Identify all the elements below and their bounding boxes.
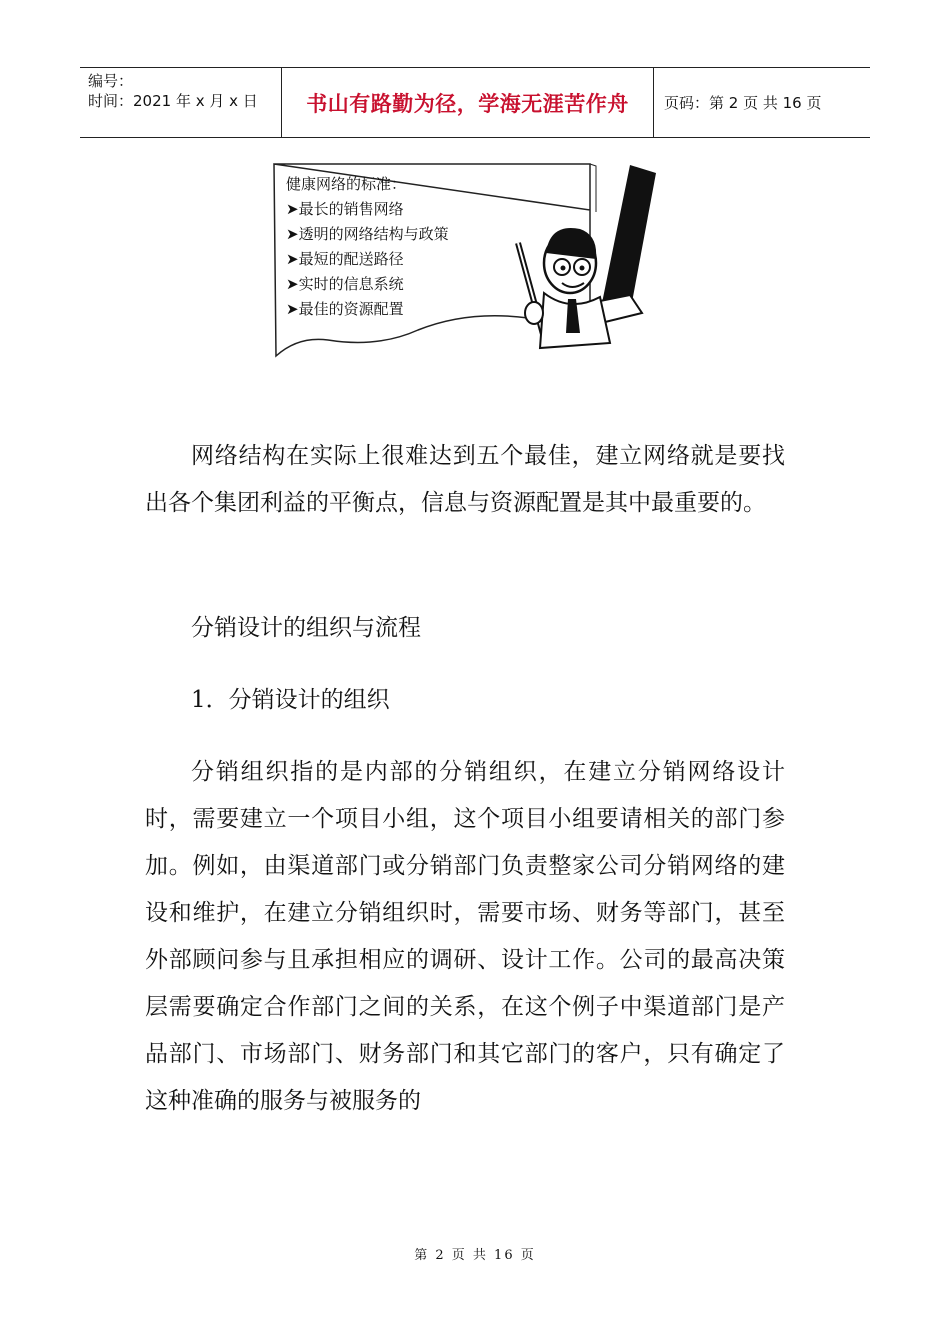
criteria-heading: 健康网络的标准： [286,175,407,193]
paragraph-network-balance: 网络结构在实际上很难达到五个最佳，建立网络就是要找出各个集团利益的平衡点，信息与资源配置是其中最重要的。 [145,443,785,516]
section-heading-organization-process: 分销设计的组织与流程 [191,615,421,641]
paragraph-distribution-organization: 分销组织指的是内部的分销组织，在建立分销网络设计时，需要建立一个项目小组，这个项目小组要请相关的部门参加。例如，由渠道部门或分销部门负责整家公司分销网络的建设和维护，在建立分销组织时，需要市场、财务等部门，甚至外部顾问参与且承担相应的调研、设计工作。公司的最高决策层需要确定合作部门之间的关系，在这个例子中渠道部门是产品部门、市场部门、财务部门和其它部门的客户，只有确定了这种准确的服务与被服务的 [145,759,785,1114]
criteria-item: ➤最佳的资源配置 [286,300,404,318]
header-page-info: 页码：第 2 页 共 16 页 [664,94,822,112]
cartoon-writer-illustration [500,163,660,363]
page-header [80,67,870,138]
document-date: 时间：2021 年 x 月 x 日 [88,92,258,110]
criteria-item: ➤实时的信息系统 [286,275,404,293]
criteria-item: ➤透明的网络结构与政策 [286,225,449,243]
page-footer: 第 2 页 共 16 页 [414,1248,536,1263]
criteria-list [286,172,449,322]
document-number-label: 编号： [88,72,134,90]
header-left-cell [80,68,282,137]
header-motto: 书山有路勤为径，学海无涯苦作舟 [282,68,654,137]
criteria-item: ➤最短的配送路径 [286,250,404,268]
criteria-item: ➤最长的销售网络 [286,200,404,218]
subsection-heading-organization: 1．分销设计的组织 [191,687,390,713]
